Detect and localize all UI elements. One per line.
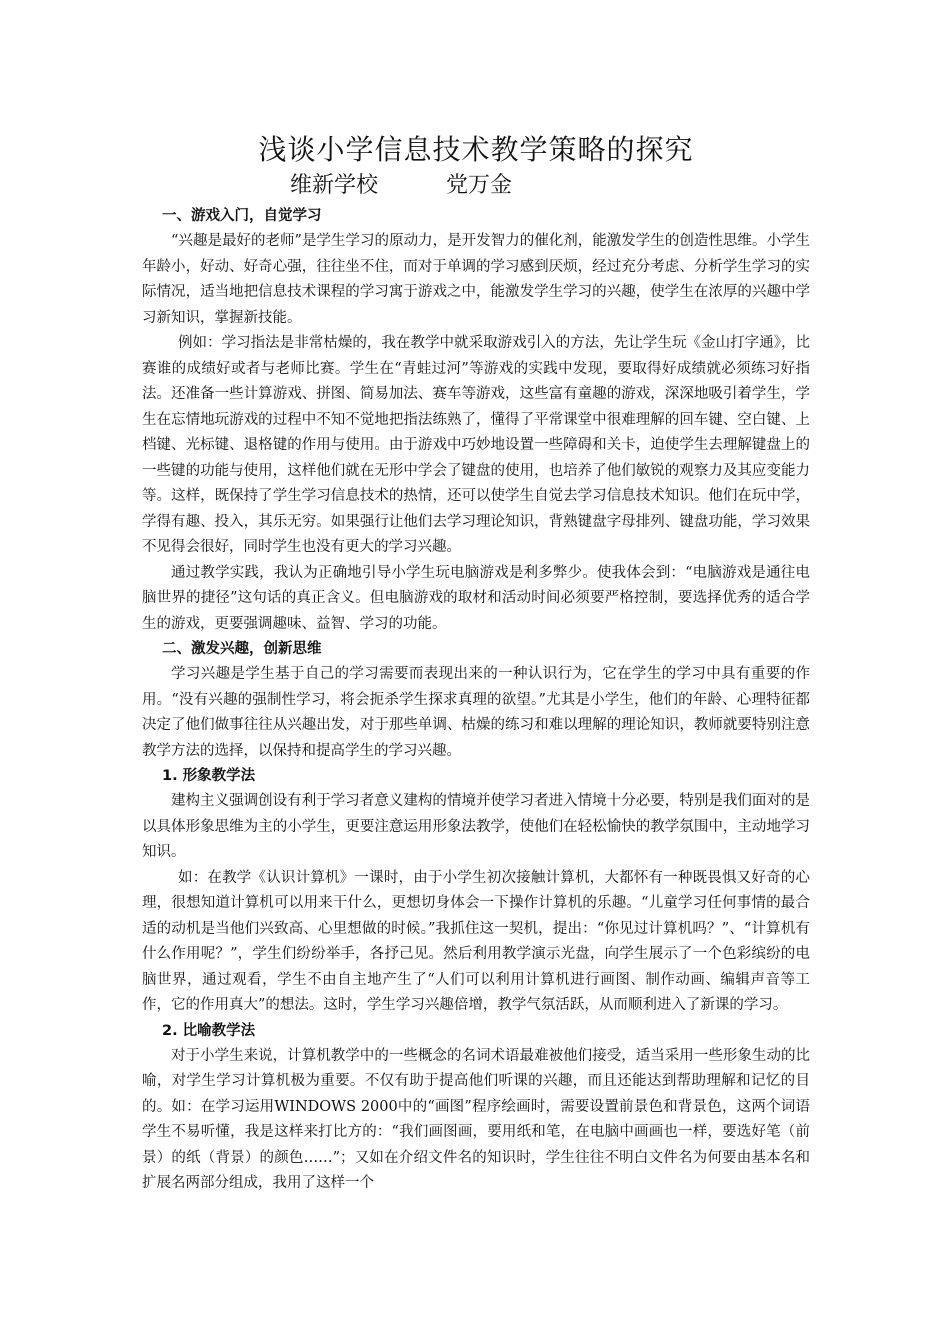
paragraph: 通过教学实践，我认为正确地引导小学生玩电脑游戏是利多弊少。使我体会到：“电脑游戏是通往电脑世界的捷径”这句话的真正含义。但电脑游戏的取材和活动时间必须要严格控制，要选择优秀的适合学生的游戏，更要强调趣味、益智、学习的功能。: [142, 564, 810, 632]
paragraph: 如：在教学《认识计算机》一课时，由于小学生初次接触计算机，大都怀有一种既畏惧又好奇的心理，很想知道计算机可以用来干什么，更想切身体会一下操作计算机的乐趣。“儿童学习任何事情的最合适的动机是当他们兴致高、心里想做的时候。”我抓住这一契机，提出：“你见过计算机吗？”、“计算机有什么作用呢？”，学生们纷纷举手，各抒己见。然后利用教学演示光盘，向学生展示了一个色彩缤纷的电脑世界，通过观看，学生不由自主地产生了“人们可以利用计算机进行画图、制作动画、编辑声音等工作，它的作用真大”的想法。这时，学生学习兴趣倍增，教学气氛活跃，从而顺利进入了新课的学习。: [142, 869, 810, 1013]
section-heading-2: 二、激发兴趣，创新思维: [162, 641, 322, 657]
document-body: [142, 204, 810, 1197]
school-name: 维新学校: [290, 173, 379, 198]
paragraph: 对于小学生来说，计算机教学中的一些概念的名词术语最难被他们接受，适当采用一些形象生动的比喻，对学生学习计算机极为重要。不仅有助于提高他们听课的兴趣，而且还能达到帮助理解和记忆的目的。如：在学习运用WINDOWS 2000中的“画图”程序绘画时，需要设置前景色和背景色，这两个词语学生不易听懂，我是这样来打比方的：“我们画图画，要用纸和笔，在电脑中画画也一样，要选好笔（前景）的纸（背景）的颜色……”；又如在介绍文件名的知识时，学生往往不明白文件名为何要由基本名和扩展名两部分组成，我用了这样一个: [142, 1047, 810, 1191]
byline: [142, 170, 810, 202]
author-name: 党万金: [446, 173, 513, 198]
subsection-heading-2: 2. 比喻教学法: [162, 1022, 256, 1039]
subsection-heading-1: 1. 形象教学法: [162, 768, 256, 784]
paragraph: 例如：学习指法是非常枯燥的，我在教学中就采取游戏引入的方法，先让学生玩《金山打字通》，比赛谁的成绩好或者与老师比赛。学生在“青蛙过河”等游戏的实践中发现，要取得好成绩就必须练习好指法。还准备一些计算游戏、拼图、简易加法、赛车等游戏，这些富有童趣的游戏，深深地吸引着学生，学生在忘情地玩游戏的过程中不知不觉地把指法练熟了，懂得了平常课堂中很难理解的回车键、空白键、上档键、光标键、退格键的作用与使用。由于游戏中巧妙地设置一些障碍和关卡，迫使学生去理解键盘上的一些键的功能与使用，这样他们就在无形中学会了键盘的使用，也培养了他们敏锐的观察力及其应变能力等。这样，既保持了学生学习信息技术的热情，还可以使学生自觉去学习信息技术知识。他们在玩中学，学得有趣、投入，其乐无穷。如果强行让他们去学习理论知识，背熟键盘字母排列、键盘功能，学习效果不见得会很好，同时学生也没有更大的学习兴趣。: [142, 335, 810, 555]
paragraph: “兴趣是最好的老师”是学生学习的原动力，是开发智力的催化剂，能激发学生的创造性思维。小学生年龄小，好动、好奇心强，往往坐不住，而对于单调的学习感到厌烦，经过充分考虑、分析学生学习的实际情况，适当地把信息技术课程的学习寓于游戏之中，能激发学生学习的兴趣，使学生在浓厚的兴趣中学习新知识，掌握新技能。: [142, 233, 810, 326]
paragraph: 建构主义强调创设有利于学习者意义建构的情境并使学习者进入情境十分必要，特别是我们面对的是以具体形象思维为主的小学生，更要注意运用形象法教学，使他们在轻松愉快的教学氛围中，主动地学习知识。: [142, 793, 810, 860]
section-heading-1: 一、游戏入门，自觉学习: [162, 208, 322, 224]
document-page: [142, 130, 810, 1197]
document-title: 浅谈小学信息技术教学策略的探究: [258, 133, 694, 166]
paragraph: 学习兴趣是学生基于自己的学习需要而表现出来的一种认识行为，它在学生的学习中具有重要的作用。“没有兴趣的强制性学习，将会扼杀学生探求真理的欲望。”尤其是小学生，他们的年龄、心理特征都决定了他们做事往往从兴趣出发，对于那些单调、枯燥的练习和难以理解的理论知识，教师就要特别注意教学方法的选择，以保持和提高学生的学习兴趣。: [142, 666, 810, 759]
